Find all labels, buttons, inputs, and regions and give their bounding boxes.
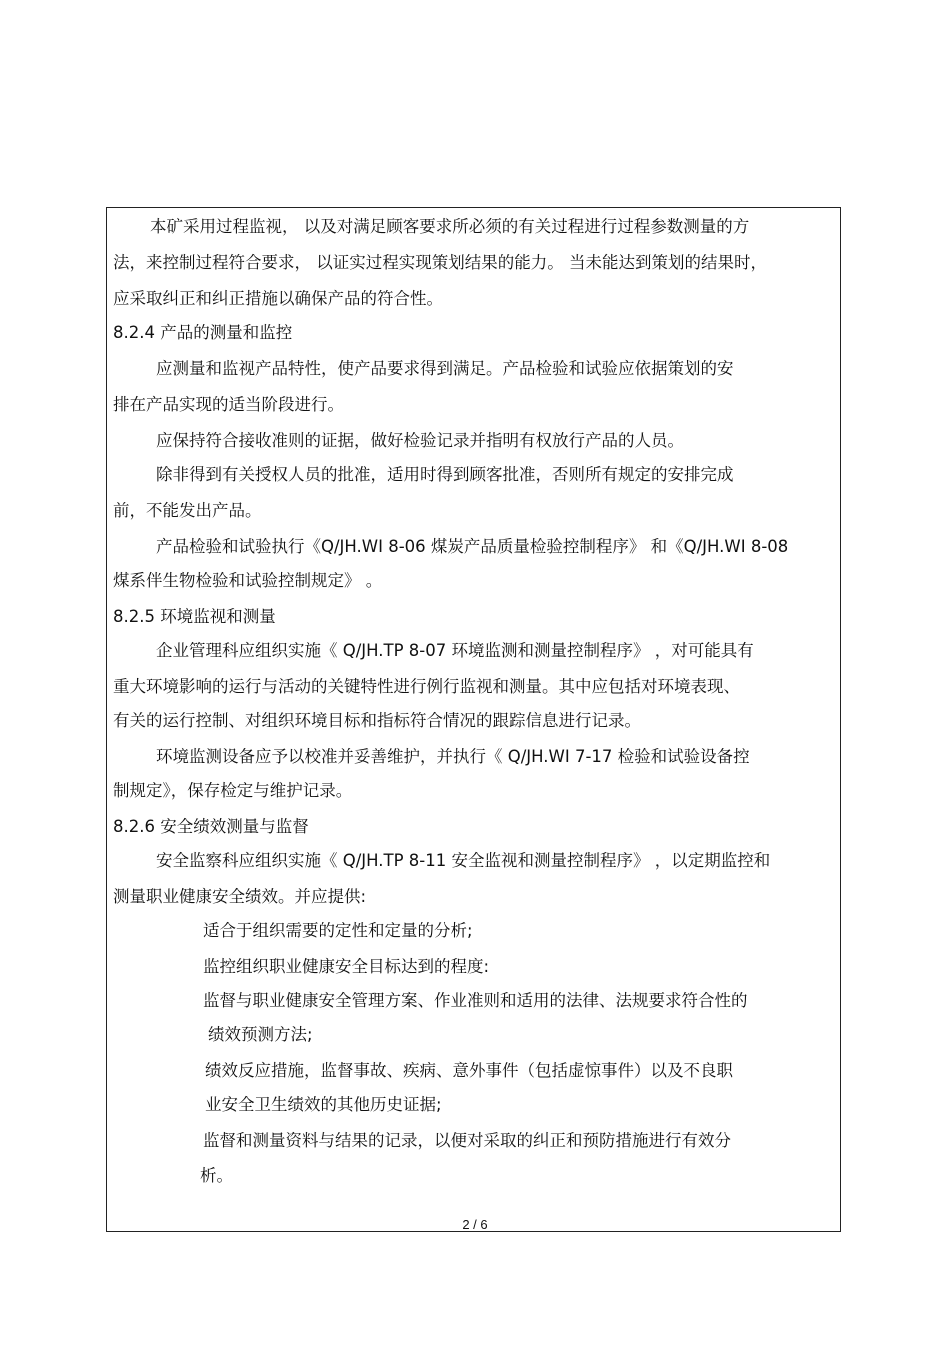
page-number: 2 / 6 [462,1217,488,1232]
paragraph-line: 除非得到有关授权人员的批准，适用时得到顾客批准，否则所有规定的安排完成 [156,465,734,484]
list-item: 监控组织职业健康安全目标达到的程度: [203,957,490,976]
list-item: 绩效反应措施，监督事故、疾病、意外事件（包括虚惊事件）以及不良职 [205,1061,733,1080]
paragraph-line: 测量职业健康安全绩效。并应提供: [113,887,367,906]
paragraph-line: 本矿采用过程监视， 以及对满足顾客要求所必须的有关过程进行过程参数测量的方 [150,217,750,236]
section-heading-8-2-6: 8.2.6 安全绩效测量与监督 [113,817,309,836]
paragraph-line: 应保持符合接收准则的证据，做好检验记录并指明有权放行产品的人员。 [156,431,684,450]
paragraph-line: 应测量和监视产品特性，使产品要求得到满足。产品检验和试验应依据策划的安 [156,359,734,378]
paragraph-line: 制规定》，保存检定与维护记录。 [113,781,353,800]
paragraph-line: 煤系伴生物检验和试验控制规定》 。 [113,571,383,590]
list-item: 监督和测量资料与结果的记录，以便对采取的纠正和预防措施进行有效分 [203,1131,731,1150]
paragraph-line: 前，不能发出产品。 [113,501,262,520]
paragraph-line: 应采取纠正和纠正措施以确保产品的符合性。 [113,289,443,308]
paragraph-line: 产品检验和试验执行《Q/JH.WI 8-06 煤炭产品质量检验控制程序》 和《Q/JH.WI 8-08 [156,537,789,556]
section-heading-8-2-4: 8.2.4 产品的测量和监控 [113,323,293,342]
list-item-continuation: 绩效预测方法; [208,1025,313,1044]
paragraph-line: 环境监测设备应予以校准并妥善维护，并执行《 Q/JH.WI 7-17 检验和试验设备控 [156,747,750,766]
list-item-continuation: 析。 [200,1166,233,1185]
paragraph-line: 安全监察科应组织实施《 Q/JH.TP 8-11 安全监视和测量控制程序》 ，以定期监控和 [156,851,771,870]
list-item-continuation: 业安全卫生绩效的其他历史证据; [205,1095,442,1114]
paragraph-line: 法，来控制过程符合要求， 以证实过程实现策划结果的能力。 当未能达到策划的结果时， [113,253,767,272]
list-item: 监督与职业健康安全管理方案、作业准则和适用的法律、法规要求符合性的 [203,991,748,1010]
paragraph-line: 企业管理科应组织实施《 Q/JH.TP 8-07 环境监测和测量控制程序》 ，对可能具有 [156,641,754,660]
paragraph-line: 重大环境影响的运行与活动的关键特性进行例行监视和测量。其中应包括对环境表现、 [113,677,740,696]
list-item: 适合于组织需要的定性和定量的分析; [203,921,473,940]
section-heading-8-2-5: 8.2.5 环境监视和测量 [113,607,276,626]
paragraph-line: 有关的运行控制、对组织环境目标和指标符合情况的跟踪信息进行记录。 [113,711,641,730]
paragraph-line: 排在产品实现的适当阶段进行。 [113,395,344,414]
